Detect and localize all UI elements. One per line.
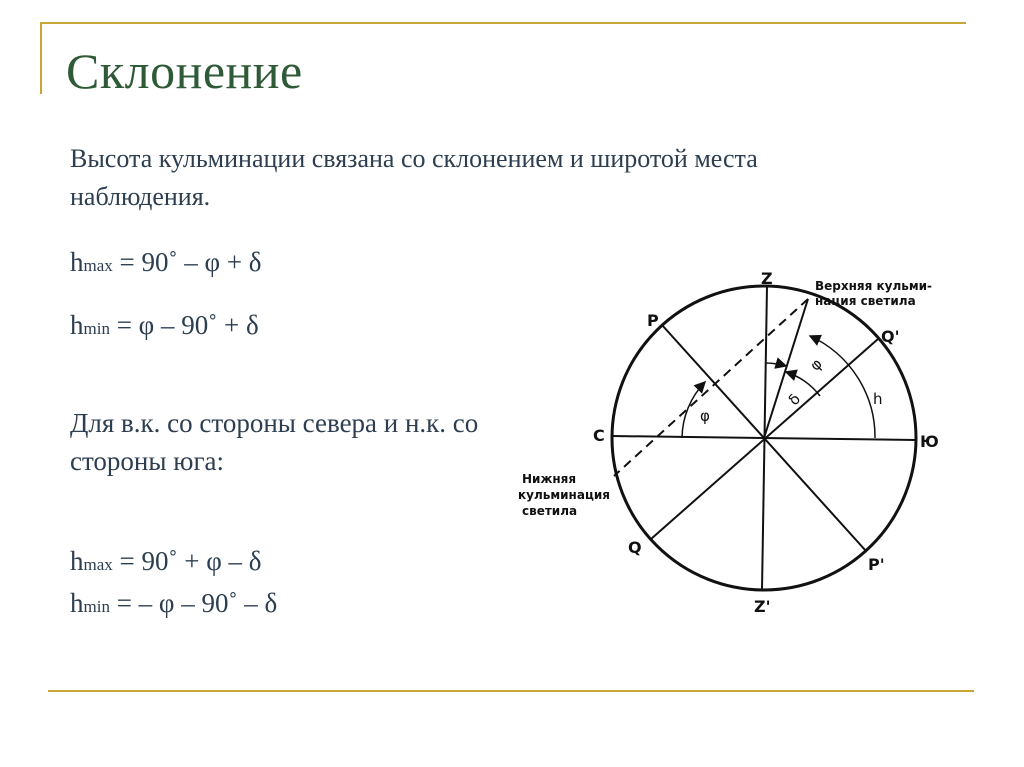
slide-title: Склонение <box>66 43 303 99</box>
formula-hmin-south <box>70 588 277 619</box>
nadir-label: Z' <box>754 597 771 616</box>
formula-expr: = – φ – 90˚ – δ <box>109 588 278 618</box>
culmination-dashed-line <box>614 299 808 476</box>
south-label: Ю <box>920 432 939 451</box>
formula-hmax-north <box>70 247 262 278</box>
phi-arc-upper <box>765 363 786 366</box>
equator-north-label: Q' <box>881 327 900 346</box>
altitude-label: h <box>873 390 883 408</box>
equator-south-label: Q <box>628 538 642 557</box>
left-rule <box>40 22 42 94</box>
formula-expr: = 90˚ – φ + δ <box>112 247 262 277</box>
celestial-sphere-diagram <box>500 258 1000 628</box>
upper-culmination-label-line1: Верхняя кульми- <box>815 279 933 293</box>
formula-h: h <box>70 247 84 277</box>
phi-upper-label: φ <box>806 354 826 375</box>
pole-opposite-label: P' <box>868 555 885 574</box>
formula-h: h <box>70 546 84 576</box>
formula-expr: = φ – 90˚ + δ <box>109 310 259 340</box>
upper-culmination-label-line2: нация светила <box>815 294 916 308</box>
formula-sub: min <box>83 319 110 338</box>
pole-label: P <box>647 311 659 330</box>
formula-hmax-south <box>70 546 262 577</box>
top-rule <box>40 22 966 24</box>
intro-text: Высота кульминации связана со склонением и широтой места наблюдения. <box>70 144 758 211</box>
zenith-label: Z <box>761 269 773 288</box>
formula-hmin-north <box>70 310 259 341</box>
formula-sub: min <box>83 597 110 616</box>
formula-expr: = 90˚ + φ – δ <box>112 546 262 576</box>
formula-h: h <box>70 310 84 340</box>
formula-sub: max <box>83 256 113 275</box>
bottom-rule <box>48 690 974 692</box>
note-text: Для в.к. со стороны севера и н.к. со стороны юга: <box>70 408 479 476</box>
lower-culmination-label-line3: светила <box>522 504 578 518</box>
formula-h: h <box>70 588 84 618</box>
lower-culmination-label-line1: Нижняя <box>522 472 577 486</box>
delta-label: δ <box>784 390 805 409</box>
phi-lower-label: φ <box>700 407 710 425</box>
formula-sub: max <box>83 555 113 574</box>
north-label: С <box>593 426 605 445</box>
lower-culmination-label-line2: кульминация <box>518 488 610 502</box>
